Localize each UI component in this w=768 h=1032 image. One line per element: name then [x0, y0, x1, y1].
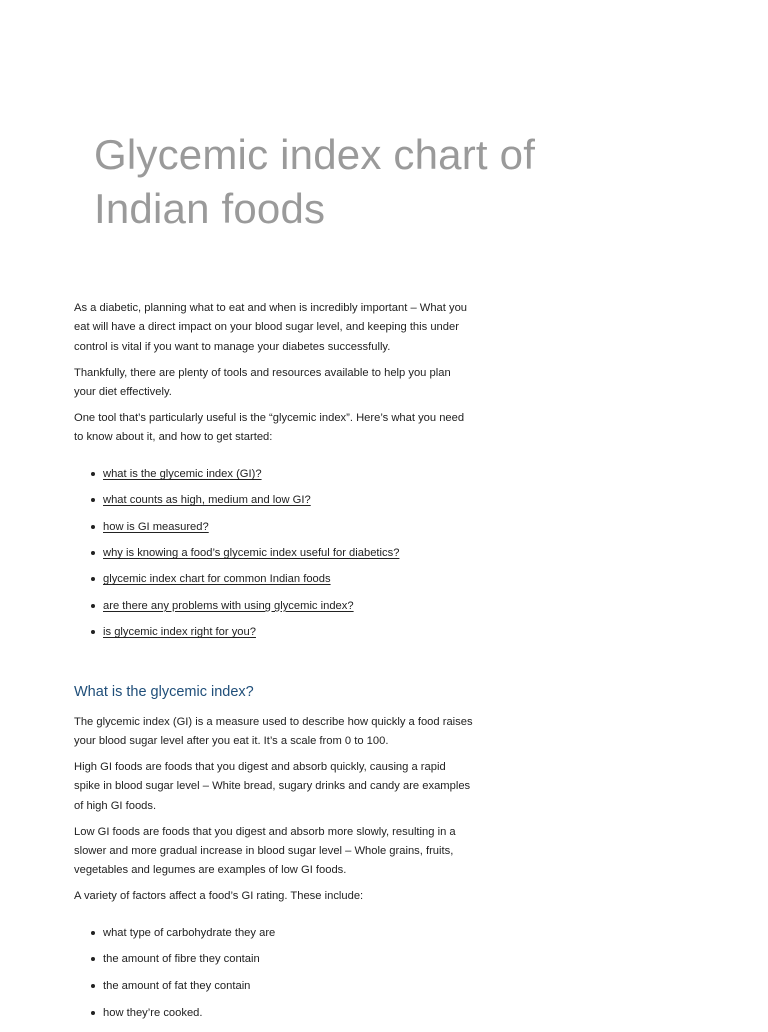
toc-item — [74, 520, 474, 546]
section-paragraph-4: A variety of factors affect a food’s GI rating. These include: — [74, 890, 364, 903]
toc-link-what-is-gi[interactable]: what is the glycemic index (GI)? — [103, 467, 262, 480]
bullet-icon — [91, 498, 95, 502]
toc-item — [74, 493, 474, 519]
factor-text: what type of carbohydrate they are — [103, 926, 276, 939]
list-item — [74, 926, 474, 953]
bullet-icon — [91, 577, 95, 581]
toc-link-how-measured[interactable]: how is GI measured? — [103, 520, 209, 533]
toc-item — [74, 599, 474, 625]
intro-paragraph-3: One tool that’s particularly useful is the “glycemic index”. Here’s what you need to know about it, and how to get started: — [74, 412, 465, 444]
table-of-contents — [74, 467, 474, 652]
section-paragraph-1: The glycemic index (GI) is a measure used to describe how quickly a food raises your blood sugar level after you eat it. It’s a scale from 0 to 100. — [74, 715, 473, 747]
toc-link-gi-chart[interactable]: glycemic index chart for common Indian foods — [103, 573, 331, 586]
bullet-icon — [91, 931, 95, 935]
bullet-icon — [91, 1011, 95, 1015]
list-item — [74, 952, 474, 979]
bullet-icon — [91, 525, 95, 529]
factor-text: the amount of fat they contain — [103, 979, 251, 992]
bullet-icon — [91, 551, 95, 555]
toc-link-problems[interactable]: are there any problems with using glycemic index? — [103, 599, 354, 612]
bullet-icon — [91, 984, 95, 988]
toc-item — [74, 467, 474, 493]
section-paragraph-2: High GI foods are foods that you digest and absorb quickly, causing a rapid spike in blood sugar level – White bread, sugary drinks and candy are examples of high GI foods. — [74, 760, 471, 812]
intro-paragraph-2: Thankfully, there are plenty of tools and resources available to help you plan your diet effectively. — [74, 366, 451, 399]
toc-item — [74, 546, 474, 572]
toc-link-right-for-you[interactable]: is glycemic index right for you? — [103, 626, 256, 639]
bullet-icon — [91, 630, 95, 634]
list-item — [74, 979, 474, 1006]
section-paragraph-3: Low GI foods are foods that you digest and absorb more slowly, resulting in a slower and more gradual increase in blood sugar level – Whole grains, fruits, vegetables and legumes are examples of low GI foods. — [74, 825, 456, 877]
section-heading-what-is-gi: What is the glycemic index? — [74, 683, 254, 700]
page-title: Glycemic index chart of Indian foods — [94, 131, 536, 232]
intro-paragraph-1: As a diabetic, planning what to eat and when is incredibly important – What you eat will have a direct impact on your blood sugar level, and keeping this under control is vital if you want to manage your diabetes successfully. — [74, 302, 468, 353]
bullet-icon — [91, 472, 95, 476]
toc-link-high-medium-low[interactable]: what counts as high, medium and low GI? — [103, 494, 311, 507]
factor-text: how they’re cooked. — [103, 1006, 203, 1019]
factor-text: the amount of fibre they contain — [103, 953, 260, 966]
bullet-icon — [91, 604, 95, 608]
gi-factors-list — [74, 926, 474, 1032]
toc-link-why-useful[interactable]: why is knowing a food’s glycemic index useful for diabetics? — [103, 547, 400, 560]
list-item — [74, 1006, 474, 1032]
article-body — [74, 299, 474, 1032]
toc-item — [74, 625, 474, 651]
toc-item — [74, 572, 474, 598]
bullet-icon — [91, 957, 95, 961]
